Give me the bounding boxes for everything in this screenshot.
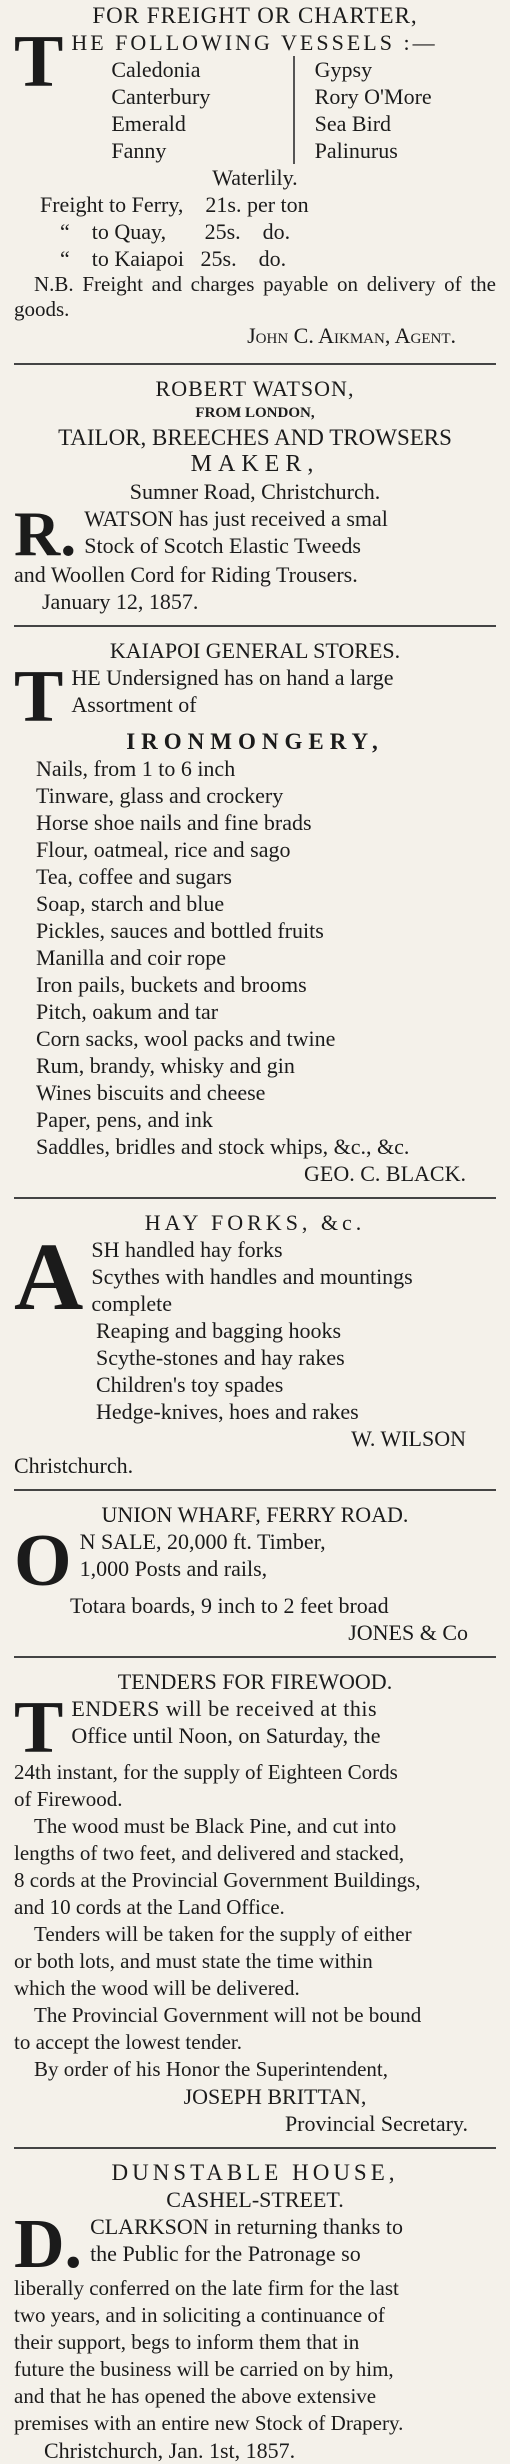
freight-rate: “ to Quay, 25s. do. xyxy=(60,219,291,244)
vessel-name: Palinurus xyxy=(314,138,398,163)
vessel-col-left xyxy=(111,56,294,164)
tenders-line: The wood must be Black Pine, and cut into xyxy=(34,1814,397,1838)
hayforks-ad xyxy=(14,1209,496,1479)
tenders-line: or both lots, and must state the time within xyxy=(14,1949,373,1973)
watson-maker: MAKER, xyxy=(190,451,320,477)
watson-from: FROM LONDON, xyxy=(195,405,315,421)
freight-heading: FOR FREIGHT OR CHARTER, xyxy=(92,3,418,28)
list-item: Scythe-stones and hay rakes xyxy=(96,1345,345,1370)
tenders-lead: Office until Noon, on Saturday, the xyxy=(71,1723,381,1748)
watson-date: January 12, 1857. xyxy=(42,589,199,614)
hayforks-heading: HAY FORKS, &c. xyxy=(144,1210,366,1235)
dunstable-line: future the business will be carried on by him, xyxy=(14,2357,394,2381)
kaiapoi-heading: KAIAPOI GENERAL STORES. xyxy=(109,638,401,663)
hayforks-dropcap: A xyxy=(14,1236,84,1317)
hayforks-signature: W. WILSON xyxy=(351,1426,466,1451)
kaiapoi-dropcap: T xyxy=(14,664,64,728)
tenders-line: which the wood will be delivered. xyxy=(14,1976,300,2000)
tenders-line: 24th instant, for the supply of Eighteen Cords xyxy=(14,1760,398,1784)
list-item: Wines biscuits and cheese xyxy=(36,1080,266,1105)
list-item: Soap, starch and blue xyxy=(36,891,225,916)
list-item: Rum, brandy, whisky and gin xyxy=(36,1053,295,1078)
list-item: Reaping and bagging hooks xyxy=(96,1318,342,1343)
list-item: Pickles, sauces and bottled fruits xyxy=(36,918,324,943)
hayforks-place: Christchurch. xyxy=(14,1453,134,1478)
tenders-lead: ENDERS will be received at this xyxy=(71,1696,378,1721)
dunstable-lead: the Public for the Patronage so xyxy=(90,2241,361,2266)
vessel-name: Rory O'More xyxy=(314,84,432,109)
vessel-name: Waterlily. xyxy=(212,165,298,190)
tenders-line: Tenders will be taken for the supply of either xyxy=(34,1922,412,1946)
dunstable-line: premises with an entire new Stock of Drapery. xyxy=(14,2411,404,2435)
watson-body: WATSON has just received a smal xyxy=(84,506,388,531)
tenders-dropcap: T xyxy=(14,1695,64,1759)
dunstable-subheading: CASHEL-STREET. xyxy=(166,2187,344,2212)
freight-rate: “ to Kaiapoi 25s. do. xyxy=(60,246,287,271)
divider xyxy=(14,1197,496,1199)
list-item: Tea, coffee and sugars xyxy=(36,864,232,889)
list-item: Flour, oatmeal, rice and sago xyxy=(36,837,291,862)
watson-name: ROBERT WATSON, xyxy=(155,376,355,401)
list-item: Manilla and coir rope xyxy=(36,945,226,970)
union-line: Totara boards, 9 inch to 2 feet broad xyxy=(70,1593,389,1618)
freight-ad xyxy=(14,0,496,349)
union-lead: N SALE, 20,000 ft. Timber, xyxy=(79,1529,326,1554)
list-item: Scythes with handles and mountings xyxy=(91,1264,413,1289)
divider xyxy=(14,625,496,627)
union-signature: JONES & Co xyxy=(348,1620,468,1645)
divider xyxy=(14,1656,496,1658)
watson-body: and Woollen Cord for Riding Trousers. xyxy=(14,562,358,587)
dunstable-line: two years, and in soliciting a continuance of xyxy=(14,2303,385,2327)
dunstable-heading: DUNSTABLE HOUSE, xyxy=(111,2160,399,2185)
divider xyxy=(14,363,496,365)
list-item: Nails, from 1 to 6 inch xyxy=(36,756,236,781)
vessel-name: Canterbury xyxy=(111,84,211,109)
watson-trade: TAILOR, BREECHES AND TROWSERS xyxy=(58,425,452,450)
dunstable-line: and that he has opened the above extensive xyxy=(14,2384,377,2408)
vessel-list xyxy=(71,56,496,164)
vessel-col-right xyxy=(315,56,496,164)
tenders-signature: JOSEPH BRITTAN, xyxy=(183,2084,367,2109)
dunstable-line: their support, begs to inform them that in xyxy=(14,2330,360,2354)
watson-dropcap: R. xyxy=(14,505,77,561)
union-dropcap: O xyxy=(14,1528,72,1592)
list-item: Tinware, glass and crockery xyxy=(36,783,284,808)
list-item: complete xyxy=(91,1291,172,1316)
tenders-line: of Firewood. xyxy=(14,1787,123,1811)
list-item: Pitch, oakum and tar xyxy=(36,999,219,1024)
kaiapoi-items xyxy=(14,755,496,1160)
watson-address: Sumner Road, Christchurch. xyxy=(129,479,381,504)
kaiapoi-ad xyxy=(14,637,496,1187)
dunstable-line: liberally conferred on the late firm for the last xyxy=(14,2276,399,2300)
kaiapoi-signature: GEO. C. BLACK. xyxy=(304,1161,466,1186)
hayforks-lead: SH handled hay forks xyxy=(91,1237,283,1262)
watson-body: Stock of Scotch Elastic Tweeds xyxy=(84,533,361,558)
kaiapoi-category: IRONMONGERY, xyxy=(126,729,384,754)
list-item: Horse shoe nails and fine brads xyxy=(36,810,312,835)
dunstable-ad xyxy=(14,2159,496,2464)
divider xyxy=(14,2147,496,2149)
list-item: Corn sacks, wool packs and twine xyxy=(36,1026,336,1051)
vessel-name: Sea Bird xyxy=(314,111,392,136)
tenders-ad xyxy=(14,1668,496,2137)
tenders-line: lengths of two feet, and delivered and stacked, xyxy=(14,1841,405,1865)
vessel-name: Emerald xyxy=(111,111,186,136)
list-item: Saddles, bridles and stock whips, &c., &c. xyxy=(36,1134,410,1159)
dunstable-lead: CLARKSON in returning thanks to xyxy=(90,2214,403,2239)
freight-rate: Freight to Ferry, 21s. per ton xyxy=(40,192,309,217)
list-item: Children's toy spades xyxy=(96,1372,284,1397)
kaiapoi-lead: Assortment of xyxy=(71,692,197,717)
dunstable-dropcap: D. xyxy=(14,2213,83,2275)
tenders-line: By order of his Honor the Superintendent, xyxy=(34,2057,389,2081)
vessel-name: Fanny xyxy=(111,138,167,163)
tenders-line: 8 cords at the Provincial Government Buildings, xyxy=(14,1868,421,1892)
watson-ad xyxy=(14,375,496,615)
vessel-name: Caledonia xyxy=(111,57,201,82)
tenders-line: to accept the lowest tender. xyxy=(14,2030,242,2054)
freight-dropcap: T xyxy=(14,29,64,103)
dunstable-date: Christchurch, Jan. 1st, 1857. xyxy=(44,2438,296,2463)
list-item: Iron pails, buckets and brooms xyxy=(36,972,307,997)
union-line: 1,000 Posts and rails, xyxy=(79,1556,268,1581)
union-heading: UNION WHARF, FERRY ROAD. xyxy=(101,1502,409,1527)
list-item: Hedge-knives, hoes and rakes xyxy=(96,1399,359,1424)
freight-lead: HE FOLLOWING VESSELS :— xyxy=(71,30,438,55)
freight-signature: John C. Aikman, Agent. xyxy=(247,323,456,348)
vessel-name: Gypsy xyxy=(314,57,373,82)
list-item: Paper, pens, and ink xyxy=(36,1107,213,1132)
tenders-signature-title: Provincial Secretary. xyxy=(284,2111,468,2136)
divider xyxy=(14,1489,496,1491)
union-ad xyxy=(14,1501,496,1646)
kaiapoi-lead: HE Undersigned has on hand a large xyxy=(71,665,394,690)
tenders-line: and 10 cords at the Land Office. xyxy=(14,1895,285,1919)
freight-note: N.B. Freight and charges payable on delivery of the goods. xyxy=(14,272,496,321)
tenders-line: The Provincial Government will not be bound xyxy=(34,2003,422,2027)
tenders-heading: TENDERS FOR FIREWOOD. xyxy=(117,1669,393,1694)
